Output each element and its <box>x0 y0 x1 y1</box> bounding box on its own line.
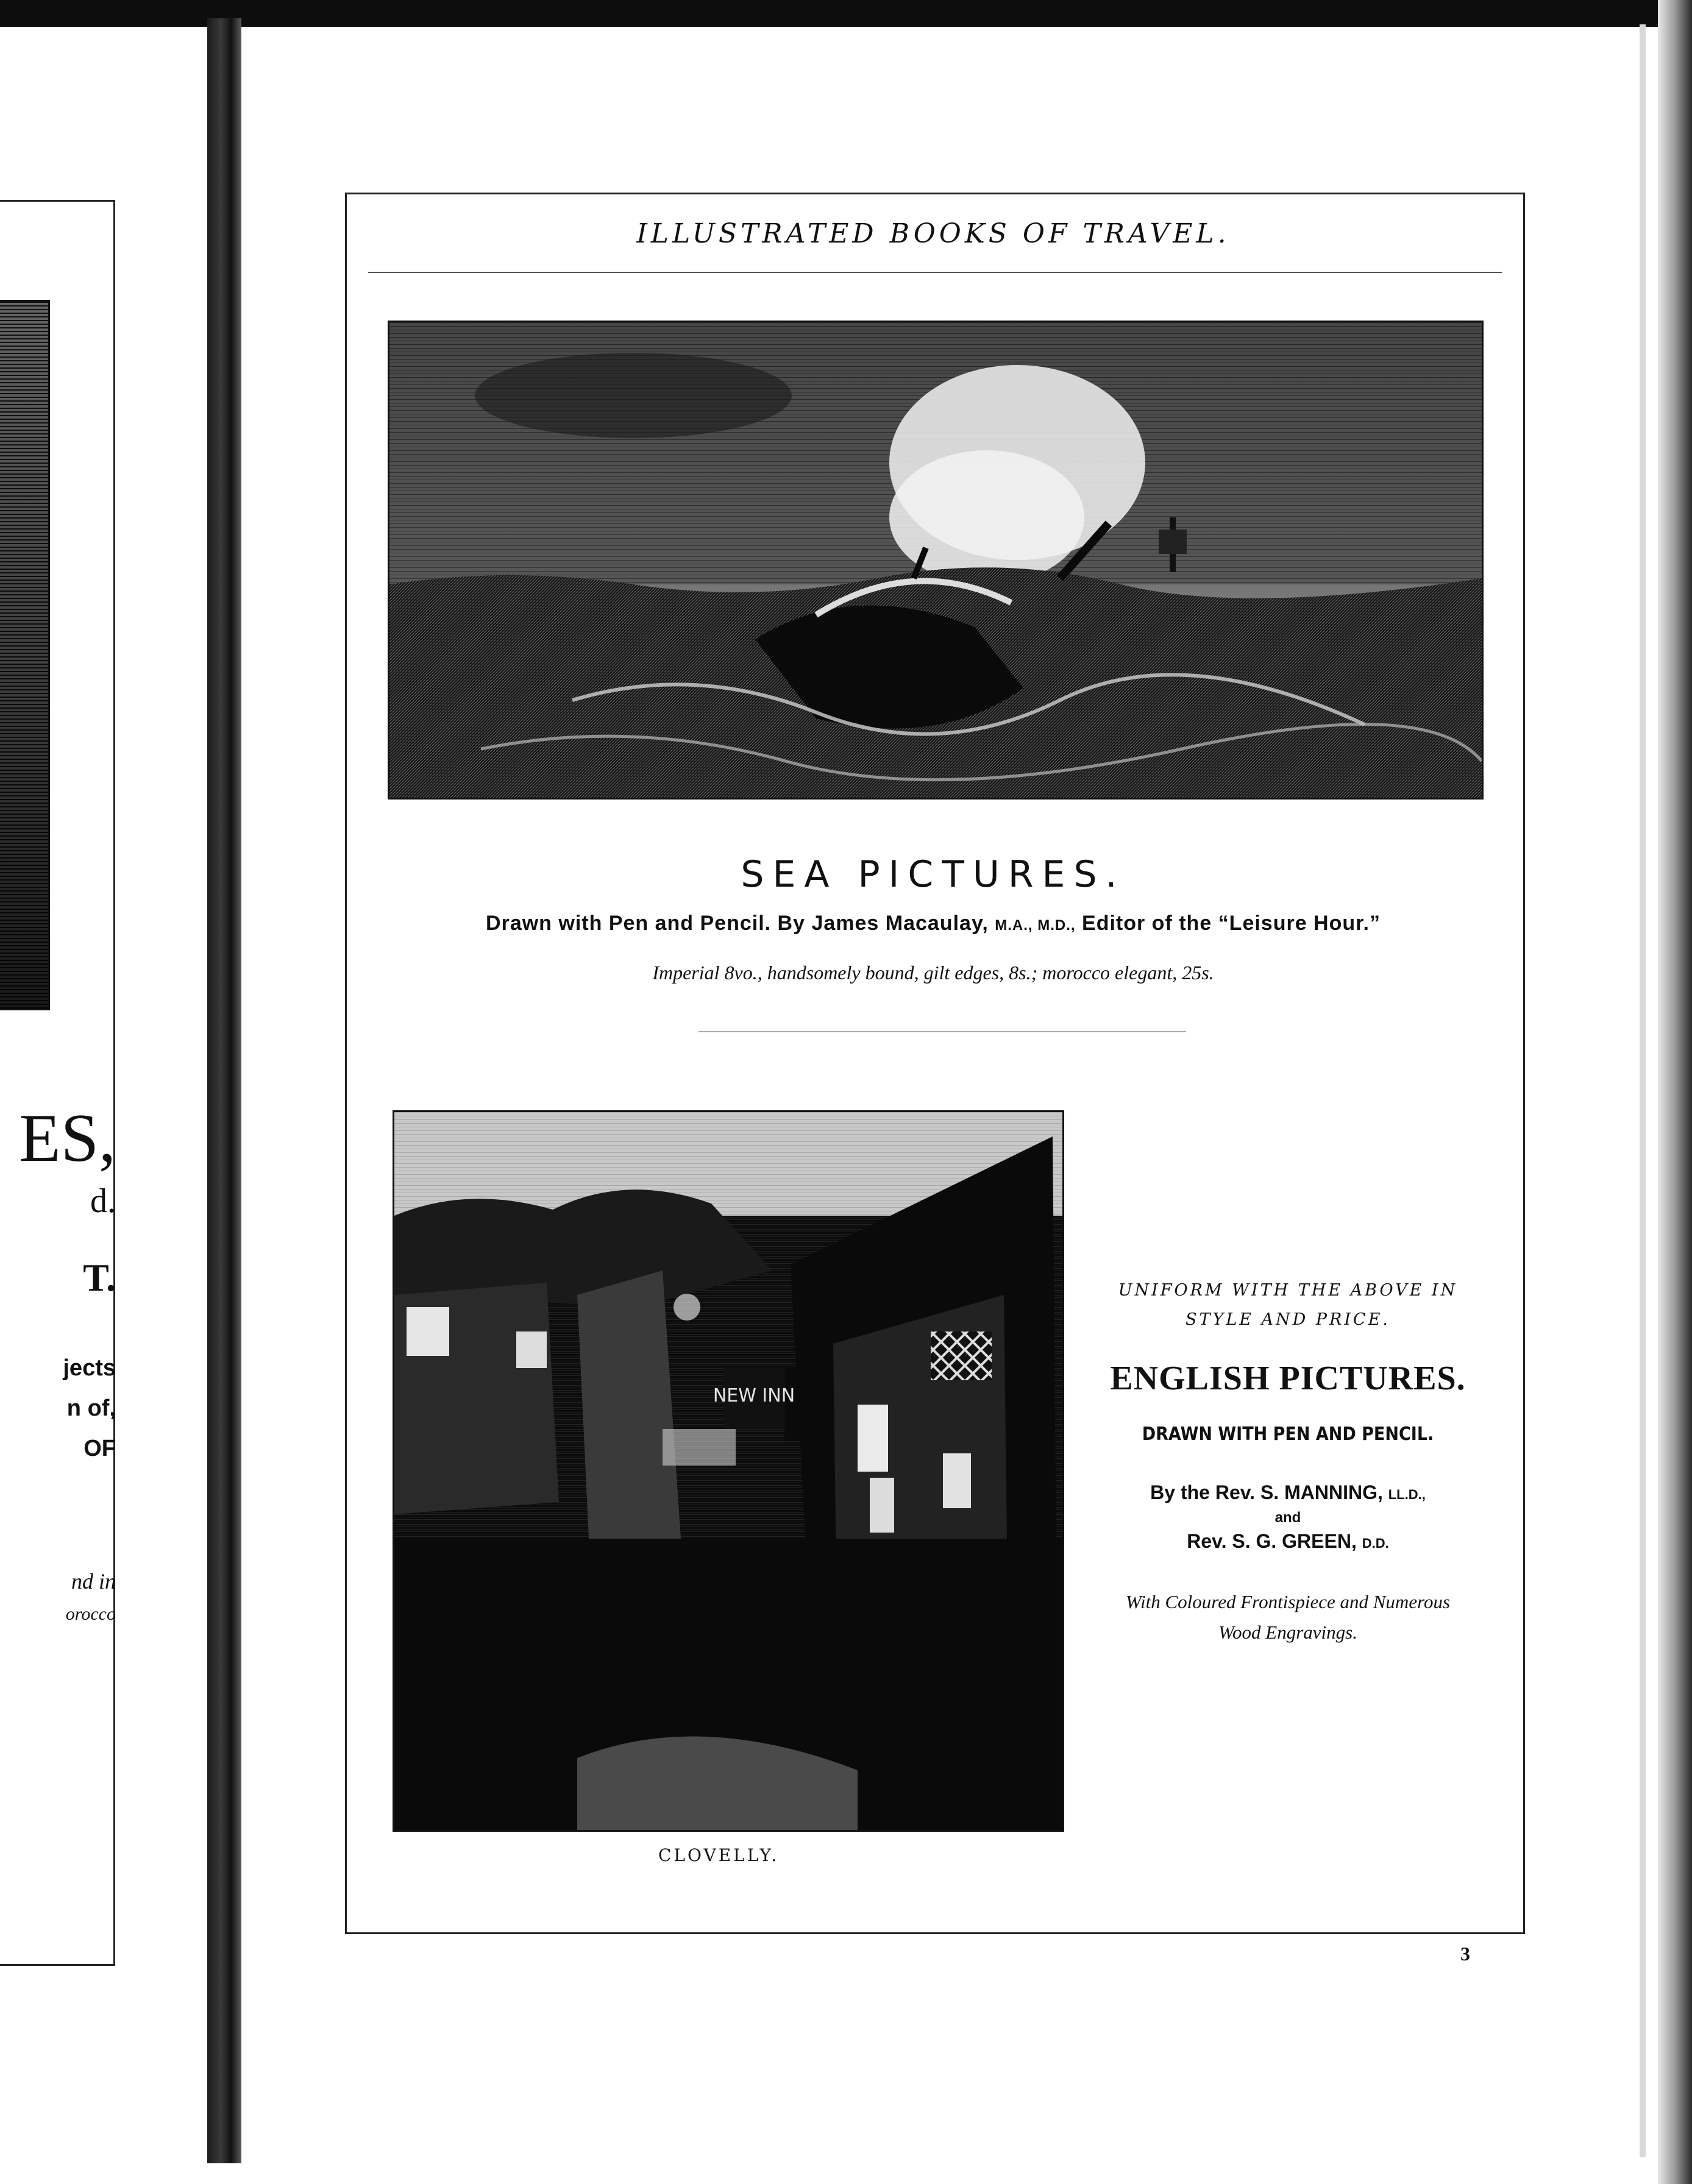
sea-pictures-title: SEA PICTURES. <box>741 853 1126 896</box>
left-page-line: jects <box>63 1355 116 1381</box>
left-page-line: d. <box>90 1182 116 1220</box>
uniform-note <box>1073 1276 1503 1335</box>
left-page-line: nd in <box>71 1569 116 1594</box>
author-degree: D.D. <box>1362 1536 1389 1551</box>
sea-pictures-price: Imperial 8vo., handsomely bound, gilt edges, 8s.; morocco elegant, 25s. <box>652 962 1214 984</box>
scan-top-edge <box>0 0 1692 27</box>
inn-sign: NEW INN <box>713 1385 795 1406</box>
book-spine <box>207 18 241 2163</box>
english-pictures-title: ENGLISH PICTURES. <box>1110 1360 1466 1397</box>
left-page-line: n of, <box>66 1395 116 1421</box>
page-number: 3 <box>1460 1943 1470 1965</box>
page-right-edge <box>1658 0 1692 2184</box>
header-rule <box>368 272 1502 273</box>
engraving-caption: CLOVELLY. <box>658 1845 780 1865</box>
extras-line: Wood Engravings. <box>1218 1622 1357 1643</box>
author-line: Rev. S. G. GREEN, D.D. <box>1187 1530 1389 1552</box>
extras-line: With Coloured Frontispiece and Numerous <box>1125 1591 1451 1612</box>
sea-subtitle-editor: Editor of the “Leisure Hour.” <box>1075 912 1381 935</box>
page-edge-line <box>1640 24 1646 2157</box>
author-degrees: M.A., M.D., <box>995 917 1076 934</box>
english-pictures-extras <box>1073 1587 1503 1648</box>
left-facing-page <box>0 27 207 2172</box>
author-degree: LL.D., <box>1388 1487 1426 1502</box>
left-page-line: ES, <box>19 1101 116 1176</box>
sea-pictures-subtitle <box>345 912 1521 935</box>
uniform-line: STYLE AND PRICE. <box>1185 1310 1391 1329</box>
clovelly-engraving <box>393 1110 1064 1832</box>
section-divider <box>698 1031 1186 1032</box>
page-header: ILLUSTRATED BOOKS OF TRAVEL. <box>636 218 1230 249</box>
english-pictures-authors <box>1073 1478 1503 1558</box>
left-page-line: orocco <box>65 1604 116 1624</box>
uniform-line: UNIFORM WITH THE ABOVE IN <box>1118 1281 1458 1300</box>
sea-subtitle-text: Drawn with Pen and Pencil. By James Macaulay, <box>486 912 995 935</box>
left-page-line: T. <box>83 1256 116 1299</box>
author-line: By the Rev. S. MANNING, LL.D., <box>1150 1481 1426 1503</box>
left-page-engraving <box>0 300 50 1010</box>
sea-pictures-engraving <box>388 321 1484 800</box>
english-pictures-subtitle: DRAWN WITH PEN AND PENCIL. <box>1142 1424 1434 1445</box>
left-page-line: OF <box>84 1436 116 1461</box>
author-conjunction: and <box>1274 1509 1301 1526</box>
